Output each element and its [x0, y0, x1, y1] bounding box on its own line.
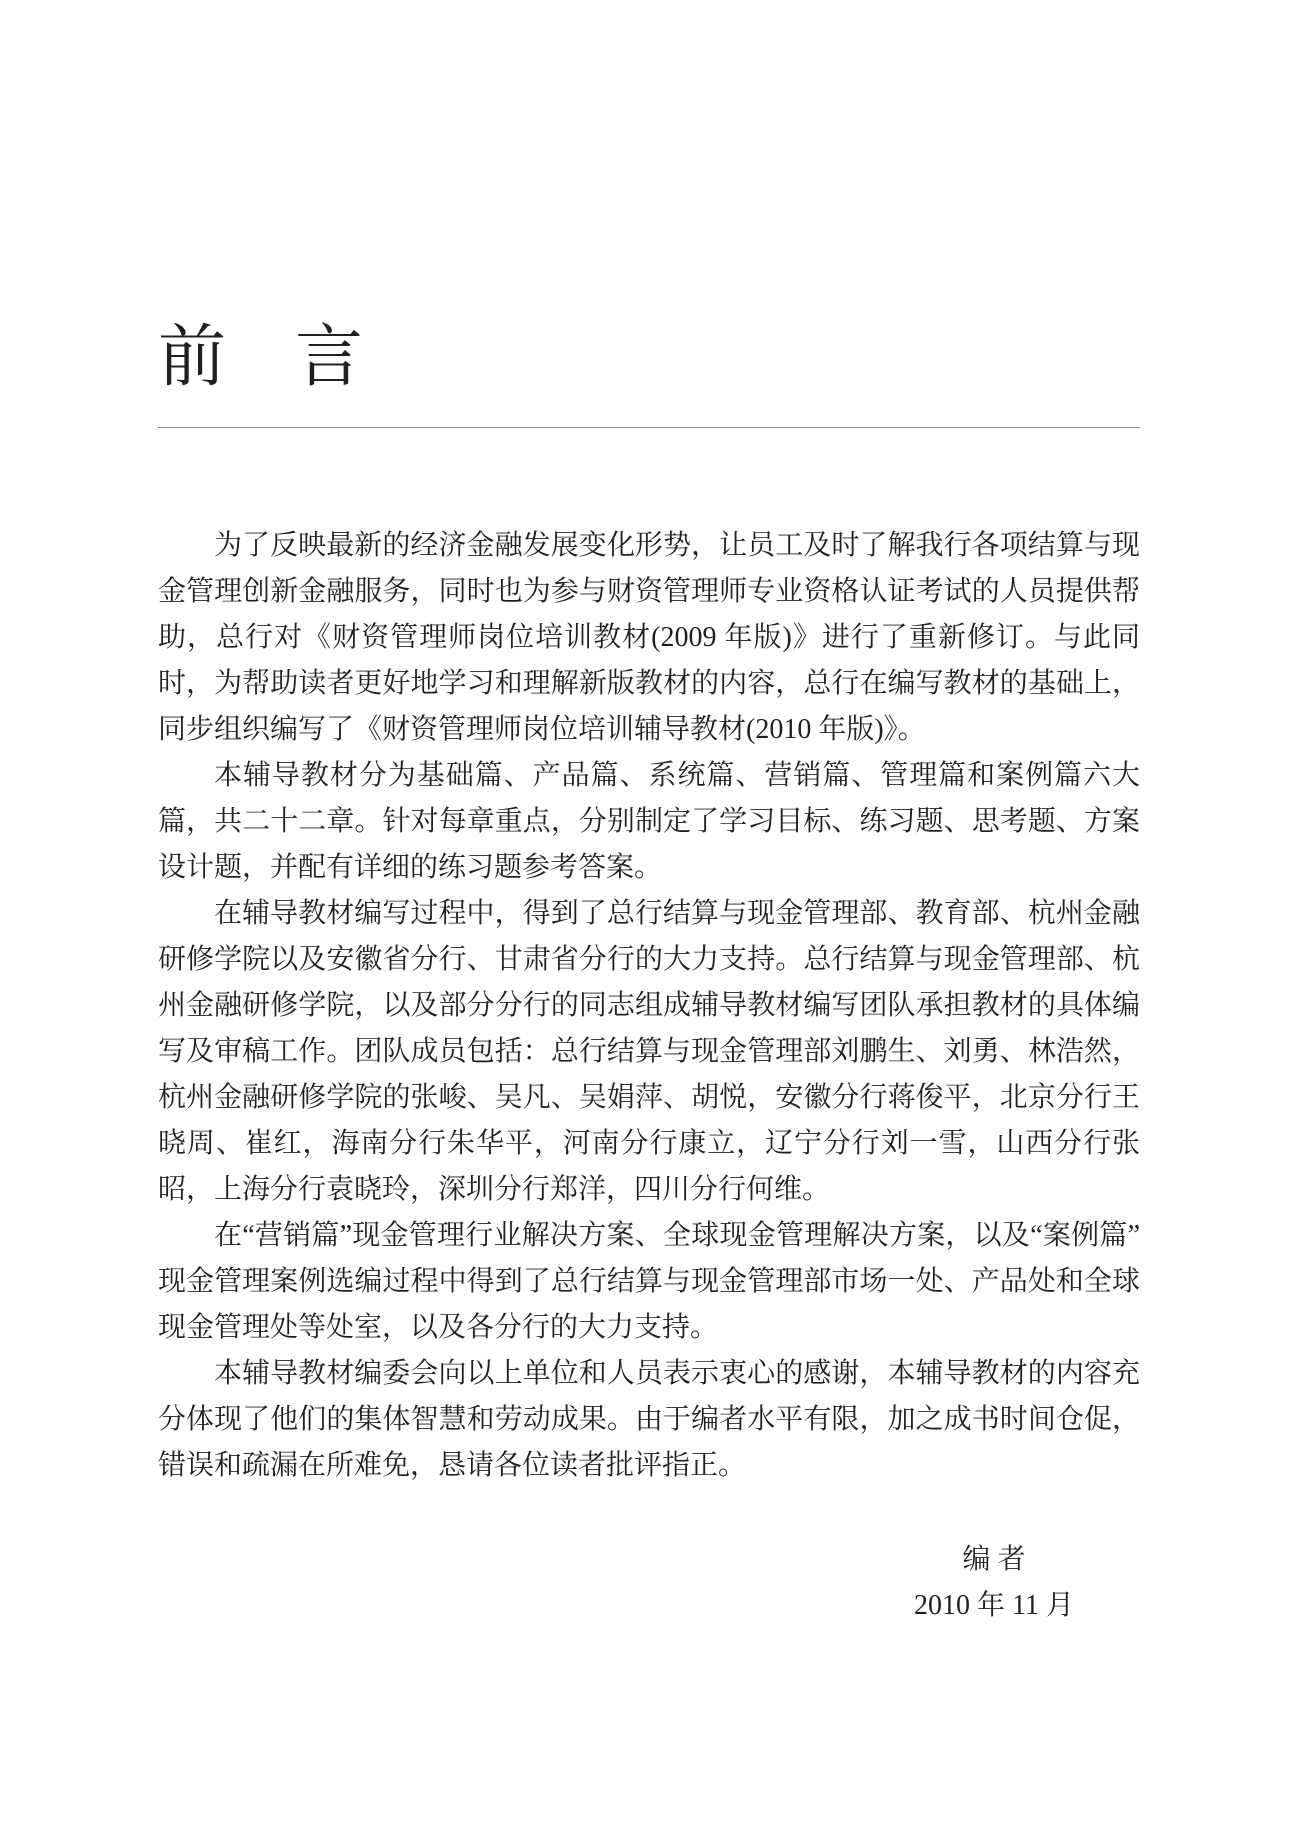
page-title: 前 言 — [158, 319, 390, 395]
signature-block — [884, 1537, 1104, 1629]
title-divider — [158, 427, 1140, 428]
paragraph-5: 本辅导教材编委会向以上单位和人员表示衷心的感谢，本辅导教材的内容充分体现了他们的集体智慧和劳动成果。由于编者水平有限，加之成书时间仓促，错误和疏漏在所难免，恳请各位读者批评指正。 — [158, 1358, 1140, 1481]
signature-author: 编 者 — [962, 1544, 1026, 1575]
paragraph-1: 为了反映最新的经济金融发展变化形势，让员工及时了解我行各项结算与现金管理创新金融服务，同时也为参与财资管理师专业资格认证考试的人员提供帮助，总行对《财资管理师岗位培训教材(2009 年版)》进行了重新修订。与此同时，为帮助读者更好地学习和理解新版教材的内容，总行在编写教材的基础上，同步组织编写了《财资管理师岗位培训辅导教材(2010 年版)》。 — [158, 530, 1140, 745]
preface-body — [158, 523, 1140, 1629]
paragraph-2: 本辅导教材分为基础篇、产品篇、系统篇、营销篇、管理篇和案例篇六大篇，共二十二章。针对每章重点，分别制定了学习目标、练习题、思考题、方案设计题，并配有详细的练习题参考答案。 — [158, 760, 1140, 883]
paragraph-3: 在辅导教材编写过程中，得到了总行结算与现金管理部、教育部、杭州金融研修学院以及安徽省分行、甘肃省分行的大力支持。总行结算与现金管理部、杭州金融研修学院，以及部分分行的同志组成辅导教材编写团队承担教材的具体编写及审稿工作。团队成员包括：总行结算与现金管理部刘鹏生、刘勇、林浩然，杭州金融研修学院的张峻、吴凡、吴娟萍、胡悦，安徽分行蒋俊平，北京分行王晓周、崔红，海南分行朱华平，河南分行康立，辽宁分行刘一雪，山西分行张昭，上海分行袁晓玲，深圳分行郑洋，四川分行何维。 — [158, 898, 1140, 1205]
paragraph-4: 在“营销篇”现金管理行业解决方案、全球现金管理解决方案，以及“案例篇”现金管理案例选编过程中得到了总行结算与现金管理部市场一处、产品处和全球现金管理处等处室，以及各分行的大力支持。 — [158, 1220, 1140, 1343]
signature-date: 2010 年 11 月 — [914, 1590, 1074, 1621]
